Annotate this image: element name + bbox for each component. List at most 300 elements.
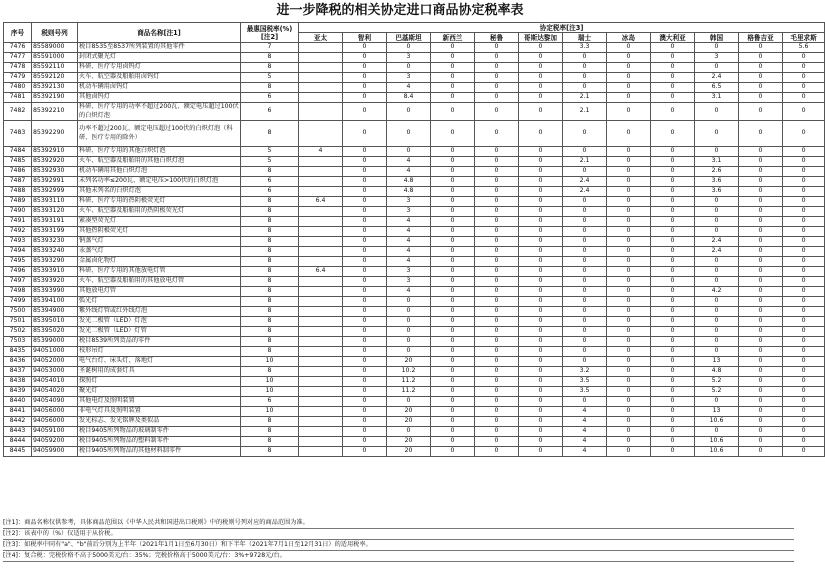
cell-name: 发光标志、发光铭牌及类似品: [78, 417, 241, 427]
cell-rate: 0: [431, 437, 475, 447]
cell-rate: [299, 357, 343, 367]
cell-code: 85393110: [32, 197, 78, 207]
cell-rate: 0: [607, 177, 651, 187]
cell-seq: 7476: [4, 43, 32, 53]
cell-rate: 0: [431, 237, 475, 247]
cell-rate: 0: [651, 337, 695, 347]
cell-rate: 0: [695, 227, 739, 237]
cell-rate: 0: [651, 103, 695, 121]
cell-mfn: 8: [241, 63, 299, 73]
cell-rate: 0: [387, 297, 431, 307]
cell-rate: 0: [519, 207, 563, 217]
cell-rate: [299, 277, 343, 287]
header-country: 哥斯达黎加: [519, 33, 563, 43]
cell-rate: 0: [651, 227, 695, 237]
cell-rate: 0: [519, 287, 563, 297]
cell-rate: 0: [739, 417, 783, 427]
cell-rate: 0: [431, 227, 475, 237]
cell-rate: 0: [519, 53, 563, 63]
cell-rate: 0: [695, 121, 739, 147]
cell-rate: 0: [651, 447, 695, 457]
cell-mfn: 6: [241, 93, 299, 103]
cell-code: 85589000: [32, 43, 78, 53]
cell-name: 圣诞树用的成套灯具: [78, 367, 241, 377]
cell-seq: 7500: [4, 307, 32, 317]
cell-rate: 0: [739, 437, 783, 447]
cell-rate: 0: [651, 367, 695, 377]
cell-rate: 0: [343, 63, 387, 73]
cell-rate: 2.4: [695, 237, 739, 247]
cell-rate: 0: [475, 197, 519, 207]
cell-rate: 6.4: [299, 267, 343, 277]
cell-rate: 3.1: [695, 157, 739, 167]
cell-rate: 4: [563, 407, 607, 417]
cell-rate: 0: [387, 147, 431, 157]
cell-rate: 0: [783, 93, 825, 103]
cell-rate: 0: [783, 53, 825, 63]
cell-rate: [299, 367, 343, 377]
cell-rate: 4: [299, 147, 343, 157]
cell-name: 其他放电灯管: [78, 287, 241, 297]
cell-rate: 0: [783, 377, 825, 387]
cell-rate: 0: [607, 387, 651, 397]
cell-rate: 0: [563, 267, 607, 277]
cell-rate: 0: [651, 387, 695, 397]
cell-rate: 0: [475, 397, 519, 407]
table-row: [4, 83, 825, 93]
cell-rate: 0: [695, 397, 739, 407]
cell-rate: 0: [783, 397, 825, 407]
cell-rate: [299, 73, 343, 83]
table-row: [4, 237, 825, 247]
cell-mfn: 8: [241, 83, 299, 93]
cell-rate: 0: [695, 43, 739, 53]
cell-rate: 0: [343, 297, 387, 307]
cell-mfn: 8: [241, 121, 299, 147]
cell-rate: 0: [475, 417, 519, 427]
cell-rate: 0: [651, 417, 695, 427]
cell-seq: 7495: [4, 257, 32, 267]
cell-rate: 5.2: [695, 377, 739, 387]
cell-rate: 0: [343, 103, 387, 121]
cell-rate: 0: [343, 187, 387, 197]
cell-rate: 0: [519, 367, 563, 377]
cell-seq: 8441: [4, 407, 32, 417]
cell-rate: 0: [651, 427, 695, 437]
footnotes: [3, 518, 794, 562]
cell-seq: 8437: [4, 367, 32, 377]
cell-rate: 0: [519, 197, 563, 207]
cell-rate: 0: [607, 73, 651, 83]
cell-code: 85393199: [32, 227, 78, 237]
cell-rate: 0: [343, 167, 387, 177]
cell-rate: 0: [651, 157, 695, 167]
cell-seq: 7482: [4, 103, 32, 121]
cell-rate: 0: [343, 307, 387, 317]
cell-rate: 0: [519, 267, 563, 277]
cell-rate: 0: [783, 417, 825, 427]
cell-rate: 20: [387, 357, 431, 367]
cell-mfn: 8: [241, 447, 299, 457]
cell-rate: 0: [343, 207, 387, 217]
cell-rate: 0: [519, 121, 563, 147]
cell-rate: 0: [607, 317, 651, 327]
cell-name: 税目9405所列物品的玻璃制零件: [78, 427, 241, 437]
footnote: [注1]：商品名称仅供参考，具体商品范围以《中华人民共和国进出口税则》中的税则号列对应的商品范围为准。: [3, 518, 794, 529]
cell-rate: [299, 177, 343, 187]
cell-rate: 0: [783, 427, 825, 437]
cell-rate: 0: [475, 103, 519, 121]
cell-rate: [299, 447, 343, 457]
cell-code: 85392130: [32, 83, 78, 93]
cell-rate: 0: [607, 227, 651, 237]
header-country: 瑞士: [563, 33, 607, 43]
cell-rate: 0: [783, 347, 825, 357]
cell-name: 火车、航空器及船舶用卤钨灯: [78, 73, 241, 83]
cell-seq: 7486: [4, 167, 32, 177]
table-row: [4, 287, 825, 297]
header-seq: 序号: [4, 23, 32, 43]
cell-rate: 0: [343, 427, 387, 437]
cell-mfn: 8: [241, 217, 299, 227]
cell-rate: 0: [607, 103, 651, 121]
cell-rate: 0: [563, 147, 607, 157]
cell-rate: 0: [343, 317, 387, 327]
cell-rate: 0: [343, 377, 387, 387]
cell-rate: 0: [343, 73, 387, 83]
cell-name: 税目9405所列物品的塑料制零件: [78, 437, 241, 447]
cell-rate: 0: [431, 43, 475, 53]
cell-rate: [299, 397, 343, 407]
cell-rate: 0: [695, 197, 739, 207]
cell-seq: 7480: [4, 83, 32, 93]
cell-code: 85393910: [32, 267, 78, 277]
header-country: 韩国: [695, 33, 739, 43]
cell-name: 电气台灯、床头灯、落地灯: [78, 357, 241, 367]
cell-rate: 0: [607, 417, 651, 427]
cell-rate: 0: [563, 247, 607, 257]
header-name: 商品名称[注1]: [78, 23, 241, 43]
cell-rate: 0: [651, 73, 695, 83]
cell-rate: 4.2: [695, 287, 739, 297]
cell-rate: 0: [607, 397, 651, 407]
tariff-table: [3, 22, 825, 457]
cell-rate: 0: [431, 257, 475, 267]
cell-rate: 4: [387, 247, 431, 257]
cell-rate: 0: [343, 417, 387, 427]
cell-rate: 0: [475, 227, 519, 237]
cell-rate: 0: [739, 83, 783, 93]
cell-rate: 0: [343, 121, 387, 147]
cell-rate: 0: [695, 103, 739, 121]
cell-rate: 0: [607, 407, 651, 417]
cell-rate: 0: [739, 297, 783, 307]
header-country: 秘鲁: [475, 33, 519, 43]
cell-rate: 0: [475, 307, 519, 317]
table-row: [4, 207, 825, 217]
table-row: [4, 427, 825, 437]
cell-rate: 0: [343, 83, 387, 93]
cell-rate: 0: [475, 427, 519, 437]
cell-mfn: 8: [241, 327, 299, 337]
cell-rate: 3.6: [695, 177, 739, 187]
cell-rate: 0: [475, 267, 519, 277]
cell-rate: 0: [475, 317, 519, 327]
cell-mfn: 6: [241, 177, 299, 187]
cell-mfn: 8: [241, 197, 299, 207]
cell-rate: 4: [387, 227, 431, 237]
cell-rate: 0: [343, 267, 387, 277]
cell-rate: 0: [475, 327, 519, 337]
cell-rate: 4: [387, 157, 431, 167]
cell-rate: 0: [651, 83, 695, 93]
cell-rate: 0: [739, 217, 783, 227]
cell-rate: 0: [607, 63, 651, 73]
cell-code: 94053000: [32, 367, 78, 377]
cell-rate: 0: [431, 157, 475, 167]
cell-rate: 0: [343, 247, 387, 257]
cell-rate: 0: [475, 177, 519, 187]
cell-rate: 0: [431, 83, 475, 93]
cell-rate: 0: [343, 93, 387, 103]
cell-mfn: 8: [241, 437, 299, 447]
cell-rate: 0: [431, 447, 475, 457]
cell-rate: [299, 417, 343, 427]
cell-rate: 3: [387, 53, 431, 63]
cell-rate: 0: [519, 437, 563, 447]
cell-rate: 0: [563, 73, 607, 83]
cell-seq: 7496: [4, 267, 32, 277]
cell-rate: 0: [431, 73, 475, 83]
cell-rate: 0: [651, 121, 695, 147]
cell-code: 85395010: [32, 317, 78, 327]
cell-rate: 0: [783, 437, 825, 447]
cell-rate: 0: [475, 357, 519, 367]
cell-mfn: 8: [241, 267, 299, 277]
cell-rate: 0: [475, 167, 519, 177]
cell-rate: 3.5: [563, 377, 607, 387]
cell-rate: 0: [739, 387, 783, 397]
cell-rate: 0: [519, 297, 563, 307]
cell-rate: 0: [475, 43, 519, 53]
cell-rate: 0: [475, 387, 519, 397]
cell-rate: 0: [563, 227, 607, 237]
cell-rate: 0: [607, 93, 651, 103]
table-row: [4, 93, 825, 103]
cell-mfn: 8: [241, 207, 299, 217]
cell-rate: [299, 427, 343, 437]
cell-code: 85392910: [32, 147, 78, 157]
cell-rate: 0: [739, 317, 783, 327]
cell-rate: 0: [739, 63, 783, 73]
cell-rate: 0: [739, 177, 783, 187]
cell-rate: 0: [739, 147, 783, 157]
cell-rate: 0: [651, 377, 695, 387]
cell-rate: 2.4: [563, 187, 607, 197]
cell-rate: 4: [387, 237, 431, 247]
cell-rate: 4.8: [387, 177, 431, 187]
cell-rate: [299, 327, 343, 337]
cell-rate: 0: [343, 367, 387, 377]
table-row: [4, 177, 825, 187]
cell-rate: 0: [607, 287, 651, 297]
cell-rate: 0: [563, 317, 607, 327]
cell-name: 科研、医疗专用卤钨灯: [78, 63, 241, 73]
page-title: 进一步降税的相关协定进口商品协定税率表: [276, 3, 524, 18]
cell-mfn: 5: [241, 73, 299, 83]
cell-mfn: 8: [241, 237, 299, 247]
cell-rate: 0: [651, 307, 695, 317]
table-row: [4, 121, 825, 147]
cell-rate: 2.4: [563, 177, 607, 187]
table-row: [4, 217, 825, 227]
cell-rate: 0: [519, 307, 563, 317]
cell-name: 紫外线灯管或红外线灯泡: [78, 307, 241, 317]
cell-rate: 0: [739, 377, 783, 387]
cell-rate: 2.1: [563, 157, 607, 167]
cell-name: 机动车辆用卤钨灯: [78, 83, 241, 93]
cell-seq: 8438: [4, 377, 32, 387]
cell-mfn: 10: [241, 377, 299, 387]
cell-name: 火车、航空器及船舶用的热阴极荧光灯: [78, 207, 241, 217]
cell-rate: 0: [607, 327, 651, 337]
table-row: [4, 63, 825, 73]
cell-name: 其他未列名的白炽灯泡: [78, 187, 241, 197]
cell-seq: 7485: [4, 157, 32, 167]
cell-rate: 0: [387, 317, 431, 327]
cell-rate: 0: [783, 121, 825, 147]
cell-mfn: 8: [241, 287, 299, 297]
cell-rate: 0: [563, 197, 607, 207]
cell-rate: 0: [343, 337, 387, 347]
cell-rate: 0: [739, 307, 783, 317]
cell-rate: 0: [695, 427, 739, 437]
cell-rate: 3: [387, 277, 431, 287]
cell-seq: 7499: [4, 297, 32, 307]
header-country: 巴基斯坦: [387, 33, 431, 43]
cell-rate: 0: [607, 277, 651, 287]
cell-rate: 0: [475, 207, 519, 217]
cell-rate: 0: [387, 337, 431, 347]
cell-rate: 0: [431, 427, 475, 437]
cell-rate: 0: [387, 43, 431, 53]
cell-rate: 13: [695, 357, 739, 367]
cell-rate: 0: [739, 367, 783, 377]
table-row: [4, 147, 825, 157]
cell-code: 85399000: [32, 337, 78, 347]
cell-rate: [299, 63, 343, 73]
cell-rate: 0: [387, 397, 431, 407]
cell-rate: 0: [519, 377, 563, 387]
cell-rate: 0: [519, 147, 563, 157]
cell-rate: 0: [739, 447, 783, 457]
cell-rate: 0: [387, 63, 431, 73]
cell-rate: 0: [519, 103, 563, 121]
header-country: 新西兰: [431, 33, 475, 43]
footnote: [注3]：如税率中同有"a"、"b"前后分别为上半年（2021年1月1日至6月30日）和下半年（2021年7月1日至12月31日）的适用税率。: [3, 540, 794, 551]
cell-rate: 0: [739, 197, 783, 207]
cell-rate: 0: [431, 187, 475, 197]
cell-rate: 3.1: [695, 93, 739, 103]
cell-rate: 0: [519, 257, 563, 267]
cell-rate: 0: [475, 437, 519, 447]
cell-rate: 0: [519, 277, 563, 287]
cell-mfn: 7: [241, 43, 299, 53]
cell-rate: 0: [607, 427, 651, 437]
cell-rate: 0: [519, 227, 563, 237]
cell-rate: 0: [783, 197, 825, 207]
cell-rate: 0: [343, 347, 387, 357]
cell-rate: 0: [519, 167, 563, 177]
cell-rate: 0: [783, 63, 825, 73]
cell-rate: 0: [431, 197, 475, 207]
cell-rate: 3: [387, 267, 431, 277]
cell-rate: 0: [695, 217, 739, 227]
cell-rate: 0: [475, 53, 519, 63]
table-row: [4, 447, 825, 457]
cell-code: 94051000: [32, 347, 78, 357]
cell-mfn: 8: [241, 427, 299, 437]
cell-rate: 0: [519, 407, 563, 417]
table-row: [4, 417, 825, 427]
cell-rate: 0: [519, 417, 563, 427]
cell-rate: [299, 247, 343, 257]
cell-rate: 0: [783, 147, 825, 157]
cell-rate: 20: [387, 437, 431, 447]
cell-mfn: 8: [241, 53, 299, 63]
cell-mfn: 10: [241, 357, 299, 367]
cell-name: 探照灯: [78, 377, 241, 387]
cell-seq: 7487: [4, 177, 32, 187]
cell-code: 85392190: [32, 93, 78, 103]
cell-rate: 0: [783, 177, 825, 187]
cell-rate: 0: [519, 177, 563, 187]
cell-rate: 0: [651, 217, 695, 227]
cell-rate: 0: [651, 53, 695, 63]
cell-rate: 0: [343, 277, 387, 287]
cell-rate: 0: [431, 217, 475, 227]
cell-rate: 0: [695, 277, 739, 287]
cell-rate: 0: [783, 407, 825, 417]
cell-name: 功率不超过200瓦、额定电压超过100伏的白炽灯泡（科研、医疗专用的除外）: [78, 121, 241, 147]
cell-rate: 0: [343, 437, 387, 447]
table-row: [4, 367, 825, 377]
cell-rate: 0: [739, 397, 783, 407]
cell-name: 非电气灯具及照明装置: [78, 407, 241, 417]
cell-rate: 0: [431, 317, 475, 327]
cell-mfn: 10: [241, 387, 299, 397]
cell-rate: 0: [475, 257, 519, 267]
cell-name: 科研、医疗专用的其他白炽灯泡: [78, 147, 241, 157]
cell-rate: 0: [343, 227, 387, 237]
cell-rate: [299, 387, 343, 397]
cell-rate: 0: [739, 247, 783, 257]
cell-rate: [299, 337, 343, 347]
cell-rate: 0: [431, 377, 475, 387]
cell-rate: 0: [563, 257, 607, 267]
cell-mfn: 8: [241, 227, 299, 237]
cell-name: 机动车辆用其他白炽灯泡: [78, 167, 241, 177]
cell-code: 94056000: [32, 417, 78, 427]
cell-rate: 0: [783, 167, 825, 177]
table-row: [4, 53, 825, 63]
cell-seq: 7497: [4, 277, 32, 287]
table-row: [4, 43, 825, 53]
cell-seq: 8442: [4, 417, 32, 427]
cell-rate: 0: [695, 337, 739, 347]
header-country: 格鲁吉亚: [739, 33, 783, 43]
cell-name: 钠蒸气灯: [78, 237, 241, 247]
